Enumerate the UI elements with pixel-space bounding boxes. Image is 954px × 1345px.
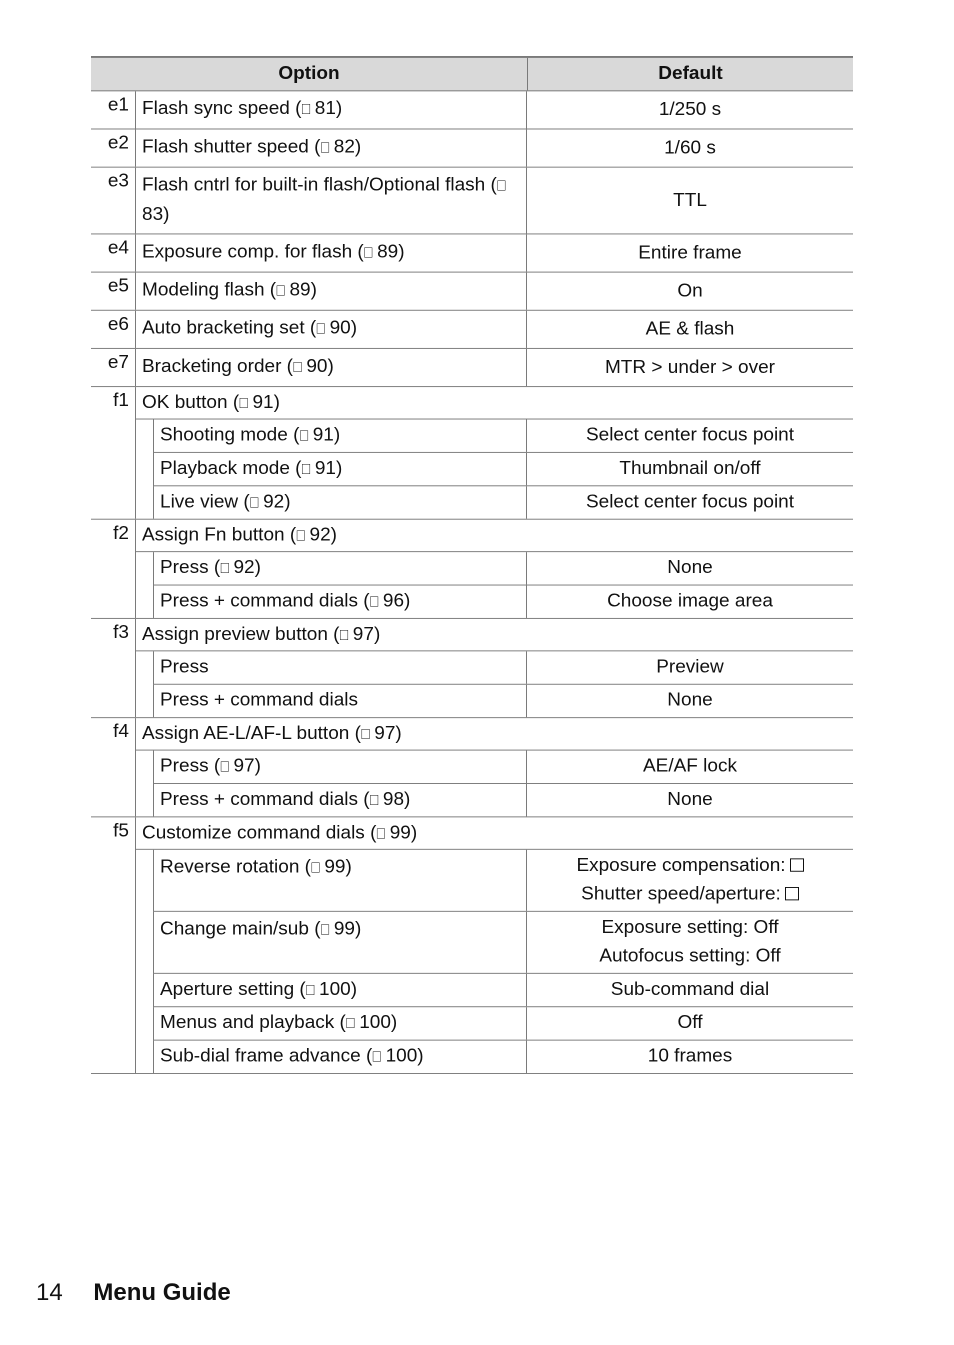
default-cell xyxy=(527,974,853,1006)
setting-code: e2 xyxy=(91,129,136,166)
book-icon: ⎕ xyxy=(496,178,505,195)
table-row xyxy=(91,168,853,235)
option-label: Menus and playback xyxy=(160,1012,335,1033)
page-ref: 99 xyxy=(324,857,346,878)
default-value xyxy=(659,96,721,125)
setting-code: f5 xyxy=(91,817,136,1073)
default-text: Thumbnail on/off xyxy=(619,458,761,479)
table-row xyxy=(91,273,853,311)
default-column-header: Default xyxy=(658,63,723,84)
option-cell: Playback mode (⎕ 91) xyxy=(154,453,527,485)
option-label: Assign Fn button xyxy=(142,525,285,546)
default-text: AE/AF lock xyxy=(643,756,737,777)
default-value xyxy=(581,880,799,909)
page-ref: 99 xyxy=(333,919,355,940)
option-label: Modeling flash xyxy=(142,280,265,301)
option-cell: Press (⎕ 97) xyxy=(154,751,527,783)
option-label: Assign AE-L/AF-L button xyxy=(142,723,350,744)
book-icon: ⎕ xyxy=(311,860,320,877)
setting-group xyxy=(91,387,853,520)
default-text: TTL xyxy=(673,190,707,211)
page-ref: 91 xyxy=(312,425,334,446)
page-ref: 90 xyxy=(329,318,351,339)
setting-code: e6 xyxy=(91,311,136,348)
default-cell xyxy=(527,586,853,618)
book-icon: ⎕ xyxy=(296,528,305,545)
default-text: None xyxy=(667,789,713,810)
option-cell xyxy=(154,685,527,717)
default-text: None xyxy=(667,690,713,711)
setting-group xyxy=(91,718,853,817)
default-value xyxy=(664,134,716,163)
sub-row xyxy=(153,453,853,486)
page-ref: 89 xyxy=(377,242,399,263)
book-icon: ⎕ xyxy=(372,1049,381,1066)
option-cell: Change main/sub (⎕ 99) xyxy=(154,912,527,973)
book-icon: ⎕ xyxy=(301,101,310,119)
option-label: Change main/sub xyxy=(160,919,309,940)
page-ref: 98 xyxy=(382,789,405,810)
default-value xyxy=(673,186,707,215)
option-label: Customize command dials xyxy=(142,823,365,844)
default-cell xyxy=(527,273,853,310)
sub-row xyxy=(153,586,853,618)
setting-group xyxy=(91,520,853,619)
default-text: Off xyxy=(677,1012,703,1033)
setting-code: f4 xyxy=(91,718,136,816)
default-text: 10 frames xyxy=(647,1046,733,1067)
option-label: Press + command dials xyxy=(160,690,358,711)
book-icon: ⎕ xyxy=(363,244,372,262)
group-body xyxy=(136,387,853,519)
sub-row xyxy=(153,552,853,585)
option-label: OK button xyxy=(142,392,228,413)
sub-row xyxy=(153,751,853,784)
option-label: Reverse rotation xyxy=(160,857,300,878)
option-cell: Press + command dials (⎕ 98) xyxy=(154,784,527,816)
default-text: Preview xyxy=(656,657,724,678)
option-label: Auto bracketing set xyxy=(142,318,305,339)
option-cell: Live view (⎕ 92) xyxy=(154,486,527,518)
page-ref: 97 xyxy=(374,723,396,744)
default-cell xyxy=(527,486,853,518)
default-cell xyxy=(527,1041,853,1073)
default-cell xyxy=(527,453,853,485)
table-row xyxy=(91,311,853,349)
option-label: Flash shutter speed xyxy=(142,137,309,158)
option-cell: Flash sync speed (⎕ 81) xyxy=(136,91,527,128)
default-value xyxy=(601,914,778,943)
option-label: Playback mode xyxy=(160,458,290,479)
page-number: 14 xyxy=(36,1279,63,1306)
book-icon: ⎕ xyxy=(276,283,285,300)
option-cell: Sub-dial frame advance (⎕ 100) xyxy=(154,1041,527,1073)
group-title: Assign Fn button (⎕ 92) xyxy=(136,520,853,552)
default-text: Autofocus setting: Off xyxy=(599,946,781,967)
default-text: Sub-command dial xyxy=(610,979,770,1000)
sub-row xyxy=(153,685,853,717)
option-label: Shooting mode xyxy=(160,425,288,446)
book-icon: ⎕ xyxy=(293,359,302,376)
book-icon: ⎕ xyxy=(239,395,248,412)
option-cell: Bracketing order (⎕ 90) xyxy=(136,349,527,386)
default-value xyxy=(611,976,769,1005)
page-ref: 91 xyxy=(314,458,336,479)
default-value xyxy=(646,315,735,344)
option-label: Exposure comp. for flash xyxy=(142,242,353,263)
sub-row xyxy=(153,912,853,974)
page-ref: 100 xyxy=(359,1012,391,1033)
default-cell xyxy=(527,651,853,683)
setting-code: f3 xyxy=(91,619,136,717)
table-row xyxy=(91,234,853,272)
option-cell: Flash cntrl for built-in flash/Optional flash (⎕ 83) xyxy=(136,168,527,234)
table-header xyxy=(91,56,853,91)
page-ref: 92 xyxy=(309,525,331,546)
book-icon: ⎕ xyxy=(369,594,378,611)
option-cell: Modeling flash (⎕ 89) xyxy=(136,273,527,310)
setting-code: e4 xyxy=(91,234,136,271)
custom-settings-table xyxy=(91,56,853,1074)
book-icon: ⎕ xyxy=(376,825,385,843)
default-value xyxy=(667,554,712,583)
page-ref: 97 xyxy=(352,624,374,645)
option-label: Press + command dials xyxy=(160,591,358,612)
default-cell xyxy=(527,168,853,234)
default-value xyxy=(667,786,712,815)
default-text: Choose image area xyxy=(607,591,773,612)
option-cell: Exposure comp. for flash (⎕ 89) xyxy=(136,234,527,271)
page-ref: 100 xyxy=(385,1046,418,1067)
option-label: Aperture setting xyxy=(160,979,295,1000)
page-ref: 97 xyxy=(233,756,255,777)
group-body xyxy=(136,520,853,618)
default-value xyxy=(607,587,773,616)
page-ref: 83 xyxy=(142,204,164,225)
default-value xyxy=(667,687,712,716)
default-cell xyxy=(527,129,853,166)
book-icon: ⎕ xyxy=(249,494,258,512)
group-title: OK button (⎕ 91) xyxy=(136,387,853,419)
default-value xyxy=(678,1009,703,1038)
default-text: Select center focus point xyxy=(585,425,795,446)
default-text: None xyxy=(667,557,713,578)
option-label: Flash cntrl for built-in flash/Optional flash xyxy=(142,175,486,196)
book-icon: ⎕ xyxy=(220,560,229,577)
option-label: Press xyxy=(160,756,209,777)
option-label: Sub-dial frame advance xyxy=(160,1046,361,1067)
checkbox-icon xyxy=(790,858,804,871)
page-ref: 99 xyxy=(389,823,411,844)
option-label: Press xyxy=(160,557,209,578)
page-ref: 82 xyxy=(333,137,355,158)
default-text: MTR > under > over xyxy=(604,357,776,378)
setting-code: e7 xyxy=(91,349,136,386)
group-body xyxy=(136,619,853,717)
sub-row xyxy=(153,1007,853,1040)
default-cell xyxy=(527,751,853,783)
default-value xyxy=(576,852,803,881)
default-value xyxy=(643,752,737,781)
group-title: Assign preview button (⎕ 97) xyxy=(136,619,853,651)
book-icon: ⎕ xyxy=(220,759,229,776)
option-cell xyxy=(154,651,527,683)
default-text: Exposure compensation: xyxy=(576,855,786,876)
option-label: Bracketing order xyxy=(142,356,282,377)
default-cell xyxy=(527,234,853,271)
group-title: Customize command dials (⎕ 99) xyxy=(136,817,853,849)
book-icon: ⎕ xyxy=(301,461,310,478)
default-value xyxy=(599,942,780,971)
book-icon: ⎕ xyxy=(369,792,378,809)
default-text: 1/60 s xyxy=(664,137,716,158)
book-icon: ⎕ xyxy=(305,982,314,999)
default-cell xyxy=(527,420,853,452)
default-cell xyxy=(527,311,853,348)
book-icon: ⎕ xyxy=(299,428,308,445)
group-title: Assign AE-L/AF-L button (⎕ 97) xyxy=(136,718,853,750)
setting-group xyxy=(91,619,853,718)
page-ref: 90 xyxy=(306,356,328,377)
setting-code: f2 xyxy=(91,520,136,618)
default-text: Exposure setting: Off xyxy=(601,917,779,938)
default-cell xyxy=(527,685,853,717)
sub-row xyxy=(153,420,853,453)
default-text: Shutter speed/aperture: xyxy=(581,884,781,905)
section-title: Menu Guide xyxy=(93,1279,231,1306)
option-column-header: Option xyxy=(91,58,528,90)
page-ref: 91 xyxy=(252,392,274,413)
book-icon: ⎕ xyxy=(316,321,325,338)
default-value xyxy=(677,277,702,306)
page-ref: 92 xyxy=(263,492,285,513)
default-cell xyxy=(527,850,853,911)
default-value xyxy=(586,488,794,517)
default-cell xyxy=(527,349,853,386)
setting-code: e3 xyxy=(91,168,136,234)
option-label: Press xyxy=(160,657,209,678)
default-text: Entire frame xyxy=(638,242,742,263)
option-label: Press + command dials xyxy=(160,789,358,810)
page-ref: 81 xyxy=(314,98,336,119)
default-value xyxy=(586,421,794,450)
sub-row xyxy=(153,486,853,518)
default-text: Select center focus point xyxy=(585,492,795,513)
page-ref: 100 xyxy=(319,979,351,1000)
default-cell xyxy=(527,91,853,128)
page-ref: 92 xyxy=(233,557,255,578)
option-cell: Shooting mode (⎕ 91) xyxy=(154,420,527,452)
default-text: AE & flash xyxy=(645,318,735,339)
setting-code: e5 xyxy=(91,273,136,310)
book-icon: ⎕ xyxy=(339,627,348,644)
sub-row xyxy=(153,651,853,684)
default-value xyxy=(656,653,724,682)
default-value xyxy=(638,239,741,268)
sub-row xyxy=(153,850,853,912)
sub-row xyxy=(153,1041,853,1073)
sub-row xyxy=(153,784,853,816)
option-cell: Flash shutter speed (⎕ 82) xyxy=(136,129,527,166)
book-icon: ⎕ xyxy=(320,922,329,939)
page-ref: 96 xyxy=(382,591,405,612)
table-row xyxy=(91,129,853,167)
page-ref: 89 xyxy=(289,280,311,301)
setting-code: e1 xyxy=(91,91,136,128)
option-label: Assign preview button xyxy=(142,624,328,645)
table-row xyxy=(91,349,853,387)
option-cell: Reverse rotation (⎕ 99) xyxy=(154,850,527,911)
setting-group xyxy=(91,817,853,1074)
default-text: 1/250 s xyxy=(658,99,722,120)
default-cell xyxy=(527,552,853,584)
option-label: Flash sync speed xyxy=(142,98,290,119)
sub-row xyxy=(153,974,853,1007)
default-cell xyxy=(527,784,853,816)
checkbox-icon xyxy=(785,887,799,900)
option-cell: Auto bracketing set (⎕ 90) xyxy=(136,311,527,348)
default-text: On xyxy=(677,280,703,301)
group-body xyxy=(136,817,853,1073)
default-value xyxy=(605,353,775,382)
option-cell: Press (⎕ 92) xyxy=(154,552,527,584)
option-cell: Press + command dials (⎕ 96) xyxy=(154,586,527,618)
book-icon: ⎕ xyxy=(345,1015,354,1033)
group-body xyxy=(136,718,853,816)
default-cell xyxy=(527,912,853,973)
book-icon: ⎕ xyxy=(360,726,369,743)
page-footer xyxy=(36,1279,231,1307)
default-value xyxy=(648,1043,732,1072)
option-cell: Aperture setting (⎕ 100) xyxy=(154,974,527,1006)
table-row xyxy=(91,91,853,129)
option-cell: Menus and playback (⎕ 100) xyxy=(154,1007,527,1039)
setting-code: f1 xyxy=(91,387,136,519)
default-value xyxy=(619,455,760,484)
default-cell xyxy=(527,1007,853,1039)
option-label: Live view xyxy=(160,492,239,513)
book-icon: ⎕ xyxy=(320,139,329,157)
